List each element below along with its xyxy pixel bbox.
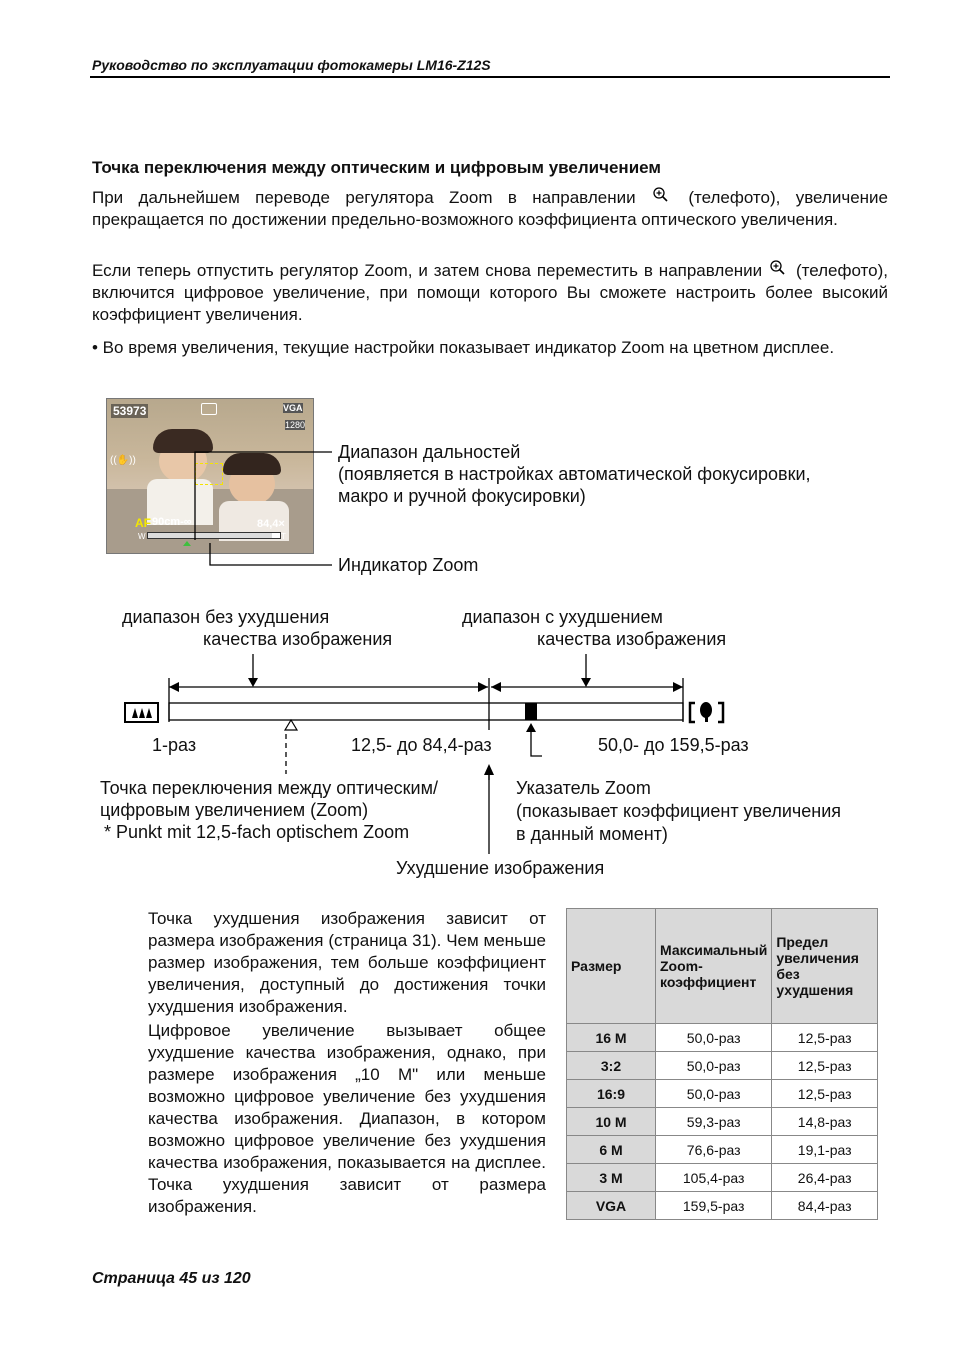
limit-cell: 84,4-раз: [772, 1192, 878, 1220]
stabilizer-icon: ((✋)): [110, 455, 136, 466]
zoom-pointer-label-2: (показывает коэффициент увеличения: [516, 801, 842, 821]
size-cell: 10 M: [567, 1108, 656, 1136]
max-zoom-cell: 105,4-раз: [656, 1164, 772, 1192]
document-header: Руководство по эксплуатации фотокамеры LM16-Z12S: [92, 57, 491, 73]
size-cell: 16 M: [567, 1024, 656, 1052]
limit-cell: 12,5-раз: [772, 1052, 878, 1080]
header-size: Размер: [567, 909, 656, 1024]
paragraph-telephoto-1: [92, 187, 888, 231]
callout-range-note-2: макро и ручной фокусировки): [338, 486, 586, 506]
paragraph-1-end: (телефото), увеличение прекращается по достижении предельно-возможного коэффициента оптического увеличения.: [92, 188, 888, 229]
callout-zoom-indicator: Индикатор Zoom: [338, 555, 479, 575]
callout-range-title: Диапазон дальностей: [338, 442, 521, 462]
zoom-range-diagram: [110, 650, 750, 780]
size-cell: 3 M: [567, 1164, 656, 1192]
table-row: [567, 1080, 878, 1108]
zoom-in-icon: [768, 260, 790, 276]
callout-range-note-1: (появляется в настройках автоматической фокусировки,: [338, 464, 811, 484]
zoom-factor-readout: 84,4×: [257, 518, 285, 530]
limit-cell: 12,5-раз: [772, 1080, 878, 1108]
shots-remaining: 53973: [113, 404, 147, 418]
tick-label-1x: 1-раз: [152, 735, 197, 755]
size-cell: 16:9: [567, 1080, 656, 1108]
table-row: [567, 1108, 878, 1136]
body-text: [148, 908, 546, 1220]
tick-label-digital-max: 50,0- до 159,5-раз: [598, 735, 749, 755]
zoom-scale-bar: [169, 703, 683, 720]
switch-point-label-1: Точка переключения между оптическим/: [100, 778, 438, 798]
image-size-badge: VGA: [283, 403, 303, 413]
screen-callout-lines: [150, 440, 340, 575]
switch-point-label-2: цифровым увеличением (Zoom): [100, 800, 369, 820]
resolution-badge: 1280: [285, 420, 306, 430]
header-rule: [90, 76, 890, 78]
switch-point-triangle: [285, 720, 297, 730]
paragraph-2-start: Если теперь отпустить регулятор Zoom, и затем снова переместить в направлении: [92, 261, 763, 280]
degradation-label: Ухудшение изображения: [396, 858, 605, 878]
max-zoom-cell: 159,5-раз: [656, 1192, 772, 1220]
size-cell: 6 M: [567, 1136, 656, 1164]
body-paragraph-2: Цифровое увеличение вызывает общее ухудшение качества изображения, однако, при размере изображения „10 М" или меньше возможно цифровое увеличение без ухудшения качества изображения. Диапазон, в котором возможно цифровое увеличение без ухудшения качества изображения, показывается на дисплее. Точка ухудшения зависит от размера изображения.: [148, 1021, 546, 1216]
range-degrade-label-2: качества изображения: [537, 629, 727, 649]
range-degrade-label-1: диапазон с ухудшением: [462, 607, 663, 627]
zoom-in-icon: [651, 187, 673, 203]
size-cell: VGA: [567, 1192, 656, 1220]
paragraph-1-start: При дальнейшем переводе регулятора Zoom в направлении: [92, 188, 636, 207]
wide-label: W: [138, 532, 146, 541]
max-zoom-cell: 50,0-раз: [656, 1024, 772, 1052]
table-row: [567, 1136, 878, 1164]
body-paragraph-1: Точка ухудшения изображения зависит от размера изображения (страница 31). Чем меньше размер изображения, тем больше коэффициент увеличения, доступный до достижения точки ухудшения изображения.: [148, 909, 546, 1016]
table-row: [567, 1024, 878, 1052]
switch-point-footnote: * Punkt mit 12,5-fach optischem Zoom: [104, 822, 410, 842]
page-number: Страница 45 из 120: [92, 1270, 251, 1287]
limit-cell: 26,4-раз: [772, 1164, 878, 1192]
table-row: [567, 1164, 878, 1192]
max-zoom-cell: 50,0-раз: [656, 1052, 772, 1080]
table-row: [567, 1052, 878, 1080]
max-zoom-cell: 76,6-раз: [656, 1136, 772, 1164]
paragraph-telephoto-2: [92, 260, 888, 326]
table-row: [567, 1192, 878, 1220]
limit-cell: 19,1-раз: [772, 1136, 878, 1164]
af-indicator: AF: [135, 516, 151, 530]
zoom-pointer-mark: [525, 703, 537, 720]
paragraph-zoom-indicator: • Во время увеличения, текущие настройки показывает индикатор Zoom на цветном дисплее.: [92, 338, 835, 357]
limit-cell: 12,5-раз: [772, 1024, 878, 1052]
max-zoom-cell: 59,3-раз: [656, 1108, 772, 1136]
camera-mode-icon: [201, 403, 217, 415]
zoom-limits-table: [566, 908, 878, 1220]
tick-label-optical-max: 12,5- до 84,4-раз: [351, 735, 492, 755]
focus-range-readout: 90cm-∞: [152, 516, 192, 528]
limit-cell: 14,8-раз: [772, 1108, 878, 1136]
zoom-pointer-label-3: в данный момент): [516, 824, 668, 844]
tele-label: T: [281, 532, 286, 541]
table-header-row: [567, 909, 878, 1024]
zoom-pointer-label-1: Указатель Zoom: [516, 778, 651, 798]
size-cell: 3:2: [567, 1052, 656, 1080]
max-zoom-cell: 50,0-раз: [656, 1080, 772, 1108]
range-no-degrade-label-2: качества изображения: [203, 629, 393, 649]
header-no-degrade-limit: Предел увеличения без ухудшения: [772, 909, 878, 1024]
range-no-degrade-label-1: диапазон без ухудшения: [122, 607, 330, 627]
paragraph-2-end: (телефото), включится цифровое увеличение, при помощи которого Вы сможете настроить более высокий коэффициент увеличения.: [92, 261, 888, 324]
header-max-zoom: Максимальный Zoom-коэффициент: [656, 909, 772, 1024]
section-heading: Точка переключения между оптическим и цифровым увеличением: [92, 158, 661, 177]
degrade-arrow-line: [485, 770, 495, 855]
